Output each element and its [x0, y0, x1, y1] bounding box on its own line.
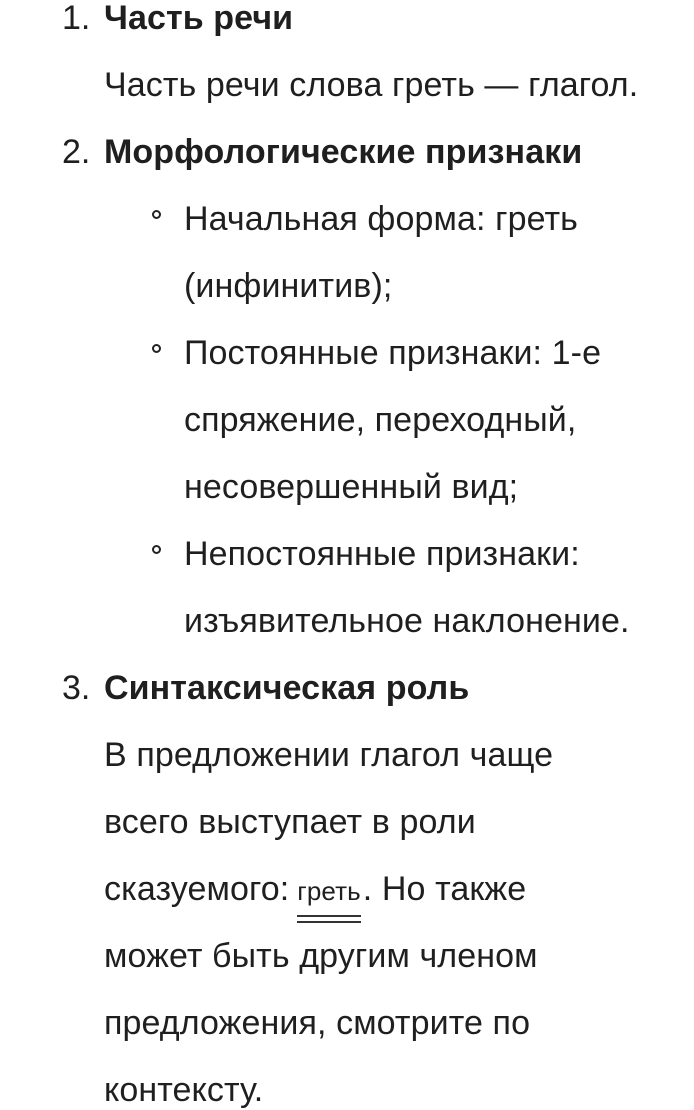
section-2-number: 2.: [62, 133, 91, 171]
section-1-body-line: Часть речи слова греть — глагол.: [104, 66, 639, 104]
bullet-3-line-1: Непостоянные признаки:: [184, 535, 580, 573]
section-1-title: Часть речи: [104, 0, 294, 37]
section-3-number: 3.: [62, 669, 91, 707]
predicate-word: греть: [297, 871, 361, 913]
section-2-title: Морфологические признаки: [104, 133, 583, 171]
predicate-underline: [297, 869, 361, 913]
section-1-number: 1.: [62, 0, 91, 37]
section-3-body-line: может быть другим членом: [104, 937, 538, 975]
section-3-body-text: сказуемого:: [104, 870, 290, 908]
section-3-body-line: предложения, смотрите по: [104, 1004, 531, 1042]
bullet-2-line-1: Постоянные признаки: 1-е: [184, 334, 602, 372]
section-3-body-text: . Но также: [362, 870, 527, 908]
bullet-1-line-1: Начальная форма: греть: [184, 200, 578, 238]
bullet-1-line-2: (инфинитив);: [184, 267, 393, 305]
bullet-marker: [152, 210, 161, 219]
section-3-body-line-with-predicate: [104, 869, 526, 913]
bullet-3-line-2: изъявительное наклонение.: [184, 602, 630, 640]
bullet-marker: [152, 545, 161, 554]
section-3-title: Синтаксическая роль: [104, 669, 470, 707]
section-3-body-line: контексту.: [104, 1071, 264, 1109]
bullet-2-line-2: спряжение, переходный,: [184, 401, 577, 439]
section-3-body-line: В предложении глагол чаще: [104, 736, 554, 774]
section-3-body-line: всего выступает в роли: [104, 803, 476, 841]
bullet-marker: [152, 344, 161, 353]
bullet-2-line-3: несовершенный вид;: [184, 468, 519, 506]
